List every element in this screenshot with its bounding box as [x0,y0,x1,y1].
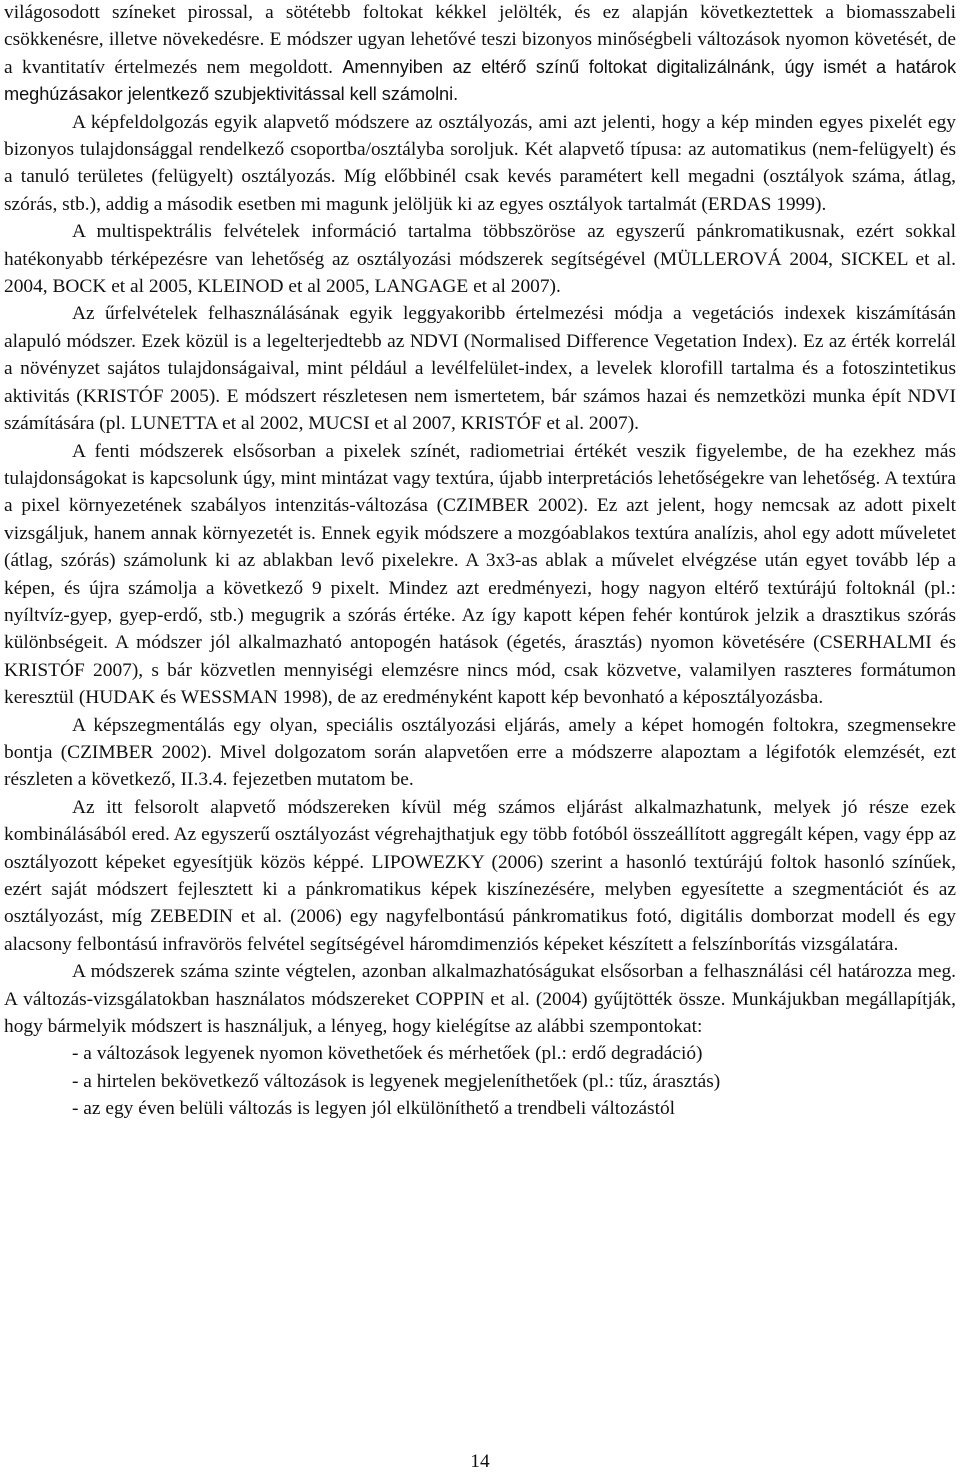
paragraph-3-text: A multispektrális felvételek információ tartalma többszöröse az egyszerű pánkromatikusnak, ezért sokkal hatékonyabb térképezésre van lehetőség az osztályozási módszerek segítségével (MÜLLEROVÁ 2004, SICKEL et al. 2004, BOCK et al 2005, KLEINOD et al 2005, LANGAGE et al 2007). [4,221,956,298]
paragraph-6-text: A képszegmentálás egy olyan, speciális osztályozási eljárás, amely a képet homogén foltokra, szegmensekre bontja (CZIMBER 2002). Mivel dolgozatom során alapvetően erre a módszerre alapoztam a légifotók elemzését, ezt részleten a következő, II.3.4. fejezetben mutatom be. [4,714,956,791]
list-item: - az egy éven belüli változás is legyen jól elkülöníthető a trendbeli változástól [72,1098,676,1120]
paragraph-1-text: világosodott színeket pirossal, a sötétebb foltokat kékkel jelölték, és ez alapján következtettek a biomasszabeli csökkenésre, illetve növekedésre. E módszer ugyan lehetővé teszi bizonyos minőségbeli változások nyomon követését, de a kvantitatív értelmezés nem megoldott. [4,2,956,78]
list-item: - a hirtelen bekövetkező változások is legyenek megjeleníthetőek (pl.: tűz, árasztás) [72,1070,721,1092]
paragraph-5 [4,438,956,712]
paragraph-1-sans-text: Amennyiben az eltérő színű foltokat digitalizálnánk, úgy ismét a határok meghúzásakor jelentkező szubjektivitással kell számolni. [4,56,956,105]
paragraph-3 [4,218,956,300]
page-number: 14 [470,1451,490,1472]
paragraph-1 [4,0,956,109]
paragraph-2-text: A képfeldolgozás egyik alapvető módszere az osztályozás, ami azt jelenti, hogy a kép minden egyes pixelét egy bizonyos tulajdonsággal rendelkező csoportba/osztályba soroljuk. Két alapvető típusa: az automatikus (nem-felügyelt) és a tanuló területes (felügyelt) osztályozás. Míg előbbinél csak kevés paramétert kell megadni (osztályok száma, átlag, szórás, stb.), addig a második esetben mi magunk jelöljük ki az egyes osztályok tartalmát (ERDAS 1999). [4,111,956,215]
body-text [4,0,956,1123]
paragraph-8 [4,958,956,1040]
paragraph-7 [4,794,956,958]
criteria-list [4,1040,956,1122]
paragraph-5-text: A fenti módszerek elsősorban a pixelek színét, radiometriai értékét veszik figyelembe, de ha ezekhez más tulajdonságokat is kapcsolunk úgy, mint mintázat vagy textúra, újabb interpretációs lehetőségekre van lehetőség. A textúra a pixel környezetének szabályos intenzitás-változása (CZIMBER 2002). Ez azt jelent, hogy nemcsak az adott pixelt vizsgáljuk, hanem annak környezetét is. Ennek egyik módszere a mozgóablakos textúra analízis, ahol egy adott műveletet (átlag, szórás) számolunk ki az ablakban levő pixelekre. A 3x3-as ablak a művelet elvégzése után egyet tovább lép a képen, és újra számolja a következő 9 pixelt. Mindez azt eredményezi, hogy nagyon eltérő textúrájú foltoknál (pl.: nyíltvíz-gyep, gyep-erdő, stb.) megugrik a szórás értéke. Az így kapott képen fehér kontúrok jelzik a drasztikus szórás különbségeit. A módszer jól alkalmazható antopogén hatások (égetés, árasztás) nyomon követésére (CSERHALMI és KRISTÓF 2007), s bár közvetlen mennyiségi elemzésre nincs mód, csak közvetve, valamilyen raszteres formátumon keresztül (HUDAK és WESSMAN 1998), de az eredményként kapott kép bevonható a képosztályozásba. [4,440,956,709]
list-item: - a változások legyenek nyomon követhetőek és mérhetőek (pl.: erdő degradáció) [72,1043,703,1065]
paragraph-2 [4,109,956,219]
paragraph-4-text: Az űrfelvételek felhasználásának egyik leggyakoribb értelmezési módja a vegetációs indexek kiszámításán alapuló módszer. Ezek közül is a legelterjedtebb az NDVI (Normalised Difference Vegetation Index). Ez az érték korrelál a növényzet sajátos tulajdonságaival, mint például a levélfelület-index, a levelek klorofill tartalma és a fotoszintetikus aktivitás (KRISTÓF 2005). E módszert részletesen nem ismertetem, bár számos hazai és nemzetközi munka épít NDVI számítására (pl. LUNETTA et al 2002, MUCSI et al 2007, KRISTÓF et al. 2007). [4,303,956,435]
paragraph-6 [4,712,956,794]
paragraph-8-text: A módszerek száma szinte végtelen, azonban alkalmazhatóságukat elsősorban a felhasználási cél határozza meg. A változás-vizsgálatokban használatos módszereket COPPIN et al. (2004) gyűjtötték össze. Munkájukban megállapítják, hogy bármelyik módszert is használjuk, a lényeg, hogy kielégítse az alábbi szempontokat: [4,961,956,1038]
paragraph-4 [4,300,956,437]
paragraph-7-text: Az itt felsorolt alapvető módszereken kívül még számos eljárást alkalmazhatunk, melyek jó része ezek kombinálásából ered. Az egyszerű osztályozást végrehajthatjuk egy több fotóból összeállított aggregált képen, vagy épp az osztályozott képeket egyesítjük közös képpé. LIPOWEZKY (2006) szerint a hasonló textúrájú foltok hasonló színűek, ezért saját módszert fejlesztett ki a pánkromatikus képek kiszínezésére, melyben egyesítette a szegmentációt és az osztályozást, míg ZEBEDIN et al. (2006) egy nagyfelbontású pánkromatikus fotó, digitális domborzat modell és egy alacsony felbontású infravörös felvétel segítségével háromdimenziós képeket készített a felszínborítás vizsgálatára. [4,796,956,955]
